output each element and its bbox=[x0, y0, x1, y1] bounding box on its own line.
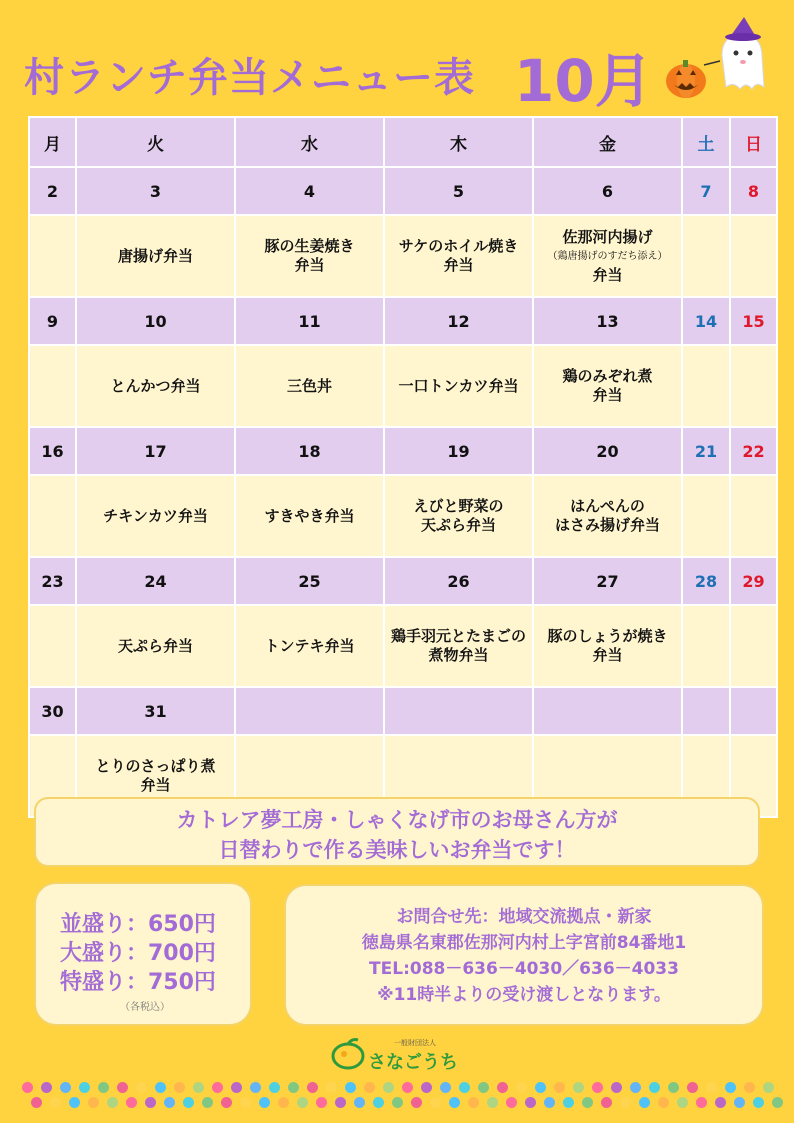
confetti-dot bbox=[326, 1082, 337, 1093]
weekday-mon: 月 bbox=[29, 117, 76, 167]
date-row bbox=[29, 557, 777, 605]
menu-cell: とんかつ弁当 bbox=[76, 345, 235, 427]
confetti-dot bbox=[79, 1082, 90, 1093]
confetti-dot bbox=[345, 1082, 356, 1093]
confetti-dot bbox=[506, 1097, 517, 1108]
date-cell: 14 bbox=[682, 297, 730, 345]
confetti-dot bbox=[658, 1097, 669, 1108]
menu-cell bbox=[29, 475, 76, 557]
confetti-dot bbox=[687, 1082, 698, 1093]
menu-cell: 三色丼 bbox=[235, 345, 384, 427]
confetti-dot bbox=[269, 1082, 280, 1093]
date-cell: 20 bbox=[533, 427, 682, 475]
date-row bbox=[29, 297, 777, 345]
confetti-dot bbox=[316, 1097, 327, 1108]
date-cell: 17 bbox=[76, 427, 235, 475]
date-cell: 9 bbox=[29, 297, 76, 345]
ghost-icon bbox=[704, 17, 764, 89]
weekday-thu: 木 bbox=[384, 117, 533, 167]
confetti-dot bbox=[544, 1097, 555, 1108]
confetti-dot bbox=[31, 1097, 42, 1108]
menu-cell: チキンカツ弁当 bbox=[76, 475, 235, 557]
confetti-dot bbox=[696, 1097, 707, 1108]
confetti-dot bbox=[725, 1082, 736, 1093]
menu-cell bbox=[682, 215, 730, 297]
date-cell bbox=[682, 687, 730, 735]
confetti-dot bbox=[468, 1097, 479, 1108]
menu-cell bbox=[29, 605, 76, 687]
confetti-dot bbox=[202, 1097, 213, 1108]
confetti-dot bbox=[582, 1097, 593, 1108]
menu-cell: サケのホイル焼き 弁当 bbox=[384, 215, 533, 297]
confetti-dot bbox=[288, 1082, 299, 1093]
date-cell: 4 bbox=[235, 167, 384, 215]
contact-box bbox=[284, 884, 764, 1026]
weekday-sun: 日 bbox=[730, 117, 777, 167]
contact-name: お問合せ先：地域交流拠点・新家 bbox=[396, 907, 652, 927]
weekday-fri: 金 bbox=[533, 117, 682, 167]
month-label: 10月 bbox=[514, 47, 653, 115]
date-row bbox=[29, 167, 777, 215]
menu-cell bbox=[682, 605, 730, 687]
confetti-dot bbox=[411, 1097, 422, 1108]
confetti-dot bbox=[183, 1097, 194, 1108]
date-cell: 10 bbox=[76, 297, 235, 345]
weekday-wed: 水 bbox=[235, 117, 384, 167]
header bbox=[24, 40, 764, 115]
menu-cell: 唐揚げ弁当 bbox=[76, 215, 235, 297]
confetti-dot bbox=[563, 1097, 574, 1108]
confetti-dot bbox=[240, 1097, 251, 1108]
confetti-dot bbox=[677, 1097, 688, 1108]
confetti-dot bbox=[573, 1082, 584, 1093]
date-cell: 26 bbox=[384, 557, 533, 605]
contact-note: ※11時半よりの受け渡しとなります。 bbox=[377, 985, 671, 1005]
menu-cell: 鶏手羽元とたまごの 煮物弁当 bbox=[384, 605, 533, 687]
menu-calendar bbox=[28, 116, 778, 818]
menu-cell: すきやき弁当 bbox=[235, 475, 384, 557]
confetti-dot bbox=[630, 1082, 641, 1093]
menu-cell: 鶏のみぞれ煮 弁当 bbox=[533, 345, 682, 427]
weekday-sat: 土 bbox=[682, 117, 730, 167]
confetti-dot bbox=[715, 1097, 726, 1108]
confetti-dot bbox=[753, 1097, 764, 1108]
halloween-decoration bbox=[664, 15, 774, 105]
contact-phone: TEL:088－636－4030／636－4033 bbox=[369, 959, 679, 979]
confetti-dot bbox=[449, 1097, 460, 1108]
logo-icon bbox=[330, 1036, 366, 1072]
menu-cell bbox=[682, 475, 730, 557]
date-row bbox=[29, 427, 777, 475]
pumpkin-icon bbox=[666, 60, 706, 98]
price-large: 大盛り：700円 bbox=[60, 941, 216, 966]
confetti-dot bbox=[364, 1082, 375, 1093]
logo-name: さなごうち bbox=[368, 1052, 458, 1073]
confetti-dot bbox=[478, 1082, 489, 1093]
date-cell bbox=[384, 687, 533, 735]
menu-cell: えびと野菜の 天ぷら弁当 bbox=[384, 475, 533, 557]
confetti-dot bbox=[69, 1097, 80, 1108]
menu-cell: 豚のしょうが焼き 弁当 bbox=[533, 605, 682, 687]
confetti-dot bbox=[126, 1097, 137, 1108]
date-cell bbox=[730, 687, 777, 735]
date-cell: 16 bbox=[29, 427, 76, 475]
confetti-dot bbox=[212, 1082, 223, 1093]
confetti-dot bbox=[259, 1097, 270, 1108]
decorative-dots bbox=[0, 1080, 794, 1120]
confetti-dot bbox=[164, 1097, 175, 1108]
menu-cell bbox=[730, 215, 777, 297]
page-title: 村ランチ弁当メニュー表 bbox=[24, 55, 475, 101]
menu-line: 佐那河内揚げ bbox=[562, 227, 653, 246]
date-cell: 29 bbox=[730, 557, 777, 605]
confetti-dot bbox=[193, 1082, 204, 1093]
confetti-dot bbox=[402, 1082, 413, 1093]
confetti-dot bbox=[620, 1097, 631, 1108]
menu-cell: トンテキ弁当 bbox=[235, 605, 384, 687]
confetti-dot bbox=[60, 1082, 71, 1093]
confetti-dot bbox=[459, 1082, 470, 1093]
menu-row bbox=[29, 475, 777, 557]
date-cell: 13 bbox=[533, 297, 682, 345]
confetti-dot bbox=[107, 1097, 118, 1108]
date-cell: 19 bbox=[384, 427, 533, 475]
confetti-dot bbox=[335, 1097, 346, 1108]
date-cell: 5 bbox=[384, 167, 533, 215]
date-cell: 27 bbox=[533, 557, 682, 605]
menu-cell bbox=[533, 215, 682, 297]
confetti-dot bbox=[535, 1082, 546, 1093]
menu-row bbox=[29, 345, 777, 427]
confetti-dot bbox=[98, 1082, 109, 1093]
menu-cell: とりのさっぱり煮 弁当 bbox=[76, 735, 235, 817]
menu-line: （鶏唐揚げのすだち添え） bbox=[547, 250, 668, 262]
menu-cell: 一口トンカツ弁当 bbox=[384, 345, 533, 427]
menu-line: 弁当 bbox=[592, 265, 623, 284]
date-cell: 23 bbox=[29, 557, 76, 605]
confetti-dot bbox=[373, 1097, 384, 1108]
date-cell: 28 bbox=[682, 557, 730, 605]
menu-cell bbox=[29, 215, 76, 297]
confetti-dot bbox=[611, 1082, 622, 1093]
price-extra: 特盛り：750円 bbox=[60, 970, 216, 995]
confetti-dot bbox=[221, 1097, 232, 1108]
menu-cell: 天ぷら弁当 bbox=[76, 605, 235, 687]
date-cell: 15 bbox=[730, 297, 777, 345]
menu-cell bbox=[730, 345, 777, 427]
date-cell: 24 bbox=[76, 557, 235, 605]
confetti-dot bbox=[430, 1097, 441, 1108]
message-line-2: 日替わりで作る美味しいお弁当です！ bbox=[218, 838, 576, 862]
confetti-dot bbox=[174, 1082, 185, 1093]
date-cell: 11 bbox=[235, 297, 384, 345]
confetti-dot bbox=[136, 1082, 147, 1093]
confetti-dot bbox=[668, 1082, 679, 1093]
menu-cell bbox=[730, 475, 777, 557]
confetti-dot bbox=[734, 1097, 745, 1108]
menu-cell bbox=[730, 605, 777, 687]
confetti-dot bbox=[22, 1082, 33, 1093]
date-cell: 3 bbox=[76, 167, 235, 215]
organization-logo bbox=[330, 1034, 470, 1074]
confetti-dot bbox=[383, 1082, 394, 1093]
confetti-dot bbox=[554, 1082, 565, 1093]
confetti-dot bbox=[231, 1082, 242, 1093]
date-cell: 25 bbox=[235, 557, 384, 605]
contact-address: 徳島県名東郡佐那河内村上字宮前84番地1 bbox=[361, 933, 687, 953]
confetti-dot bbox=[592, 1082, 603, 1093]
date-cell: 6 bbox=[533, 167, 682, 215]
price-regular: 並盛り：650円 bbox=[60, 912, 216, 937]
date-cell: 30 bbox=[29, 687, 76, 735]
confetti-dot bbox=[307, 1082, 318, 1093]
date-row bbox=[29, 687, 777, 735]
confetti-dot bbox=[392, 1097, 403, 1108]
confetti-dot bbox=[50, 1097, 61, 1108]
message-line-1: カトレア夢工房・しゃくなげ市のお母さん方が bbox=[176, 808, 618, 832]
confetti-dot bbox=[601, 1097, 612, 1108]
date-cell: 18 bbox=[235, 427, 384, 475]
confetti-dot bbox=[487, 1097, 498, 1108]
confetti-dot bbox=[649, 1082, 660, 1093]
confetti-dot bbox=[250, 1082, 261, 1093]
date-cell bbox=[235, 687, 384, 735]
confetti-dot bbox=[155, 1082, 166, 1093]
date-cell: 2 bbox=[29, 167, 76, 215]
confetti-dot bbox=[639, 1097, 650, 1108]
confetti-dot bbox=[772, 1097, 783, 1108]
price-box bbox=[34, 882, 252, 1026]
confetti-dot bbox=[278, 1097, 289, 1108]
confetti-dot bbox=[117, 1082, 128, 1093]
menu-cell bbox=[29, 345, 76, 427]
confetti-dot bbox=[421, 1082, 432, 1093]
confetti-dot bbox=[525, 1097, 536, 1108]
confetti-dot bbox=[41, 1082, 52, 1093]
logo-org-type: 一般財団法人 bbox=[394, 1039, 436, 1047]
tax-note: （各税込） bbox=[120, 1002, 170, 1013]
weekday-header-row bbox=[29, 117, 777, 167]
menu-cell bbox=[682, 345, 730, 427]
date-cell bbox=[533, 687, 682, 735]
confetti-dot bbox=[744, 1082, 755, 1093]
confetti-dot bbox=[706, 1082, 717, 1093]
confetti-dot bbox=[440, 1082, 451, 1093]
weekday-tue: 火 bbox=[76, 117, 235, 167]
confetti-dot bbox=[297, 1097, 308, 1108]
date-cell: 22 bbox=[730, 427, 777, 475]
confetti-dot bbox=[145, 1097, 156, 1108]
confetti-dot bbox=[88, 1097, 99, 1108]
confetti-dot bbox=[763, 1082, 774, 1093]
menu-row bbox=[29, 215, 777, 297]
confetti-dot bbox=[354, 1097, 365, 1108]
menu-row bbox=[29, 605, 777, 687]
menu-cell: 豚の生姜焼き 弁当 bbox=[235, 215, 384, 297]
date-cell: 31 bbox=[76, 687, 235, 735]
message-box bbox=[34, 797, 760, 867]
date-cell: 12 bbox=[384, 297, 533, 345]
date-cell: 21 bbox=[682, 427, 730, 475]
date-cell: 7 bbox=[682, 167, 730, 215]
menu-cell: はんぺんの はさみ揚げ弁当 bbox=[533, 475, 682, 557]
date-cell: 8 bbox=[730, 167, 777, 215]
confetti-dot bbox=[516, 1082, 527, 1093]
confetti-dot bbox=[497, 1082, 508, 1093]
